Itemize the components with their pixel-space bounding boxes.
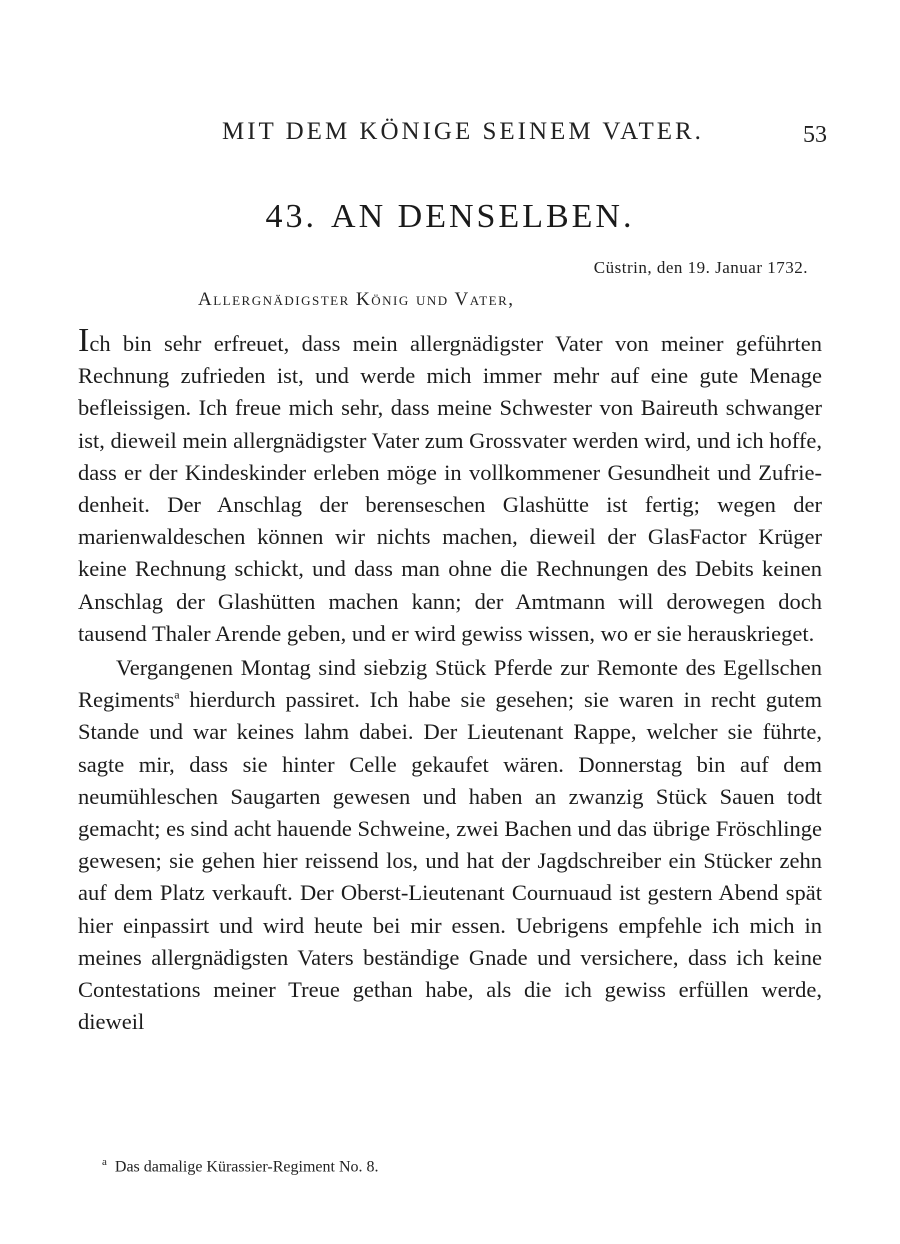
paragraph-2 <box>78 652 822 1038</box>
dateline: Cüstrin, den 19. Januar 1732. <box>593 258 808 277</box>
letter-body <box>78 324 822 1038</box>
paragraph-2-start: Vergangenen Montag sind siebzig Stück Pferde zur Remonte des Egellschen Regiments <box>78 655 822 713</box>
salutation: Allergnädigster König und Vater, <box>198 289 515 310</box>
page-number: 53 <box>803 122 827 148</box>
letter-number: 43. <box>265 198 318 235</box>
paragraph-2-rest: hierdurch passiret. Ich habe sie gesehen; sie waren in recht gutem Stande und war keines lahm dabei. Der Lieutenant Rappe, welcher sie führte, sagte mir, dass sie hinter Celle gekaufet wären. Donnerstag bin auf dem neumühleschen Saugarten gewesen und haben an zwanzig Stück Sauen todt gemacht; es sind acht hauende Schweine, zwei Bachen und das übrige Fröschlinge gewesen; sie gehen hier reissend los, und hat der Jagdschreiber ein Stücker zehn auf dem Platz verkauft. Der Oberst-Lieutenant Cournuaud ist gestern Abend spät hier einpassirt und wird heute bei mir essen. Uebrigens empfehle ich mich in meines allergnädigsten Vaters beständige Gnade und versichere, dass ich keine Contestations meiner Treue gethan habe, als die ich gewiss erfüllen werde, dieweil <box>78 687 822 1035</box>
footnote-reference: a <box>174 687 180 702</box>
footnote <box>102 1156 379 1176</box>
running-title: MIT DEM KÖNIGE SEINEM VATER. <box>222 118 704 145</box>
letter-heading <box>0 198 900 236</box>
letter-title: AN DENSELBEN. <box>331 198 635 235</box>
paragraph-1: Ich bin sehr erfreuet, dass mein allergnädigster Vater von meiner geführten Rechnung zufrieden ist, und werde mich immer mehr auf eine gute Menage befleissigen. Ich freue mich sehr, dass meine Schwester von Baireuth schwanger ist, dieweil mein allergnädigster Vater zum Grossvater werden wird, und ich hoffe, dass er der Kindeskinder erleben möge in vollkommener Gesundheit und Zufriedenheit. Der Anschlag der berenseschen Glashütte ist fertig; wegen der marienwaldeschen können wir nichts machen, dieweil der GlasFactor Krüger keine Rechnung schickt, und dass man ohne die Rechnungen des Debits keinen Anschlag der Glashütten machen kann; der Amtmann will derowegen doch tausend Thaler Arende geben, und er wird gewiss wissen, wo er sie herauskrieget. <box>78 322 822 646</box>
footnote-marker: a <box>102 1156 107 1168</box>
footnote-text: Das damalige Kürassier-Regiment No. 8. <box>114 1158 379 1176</box>
